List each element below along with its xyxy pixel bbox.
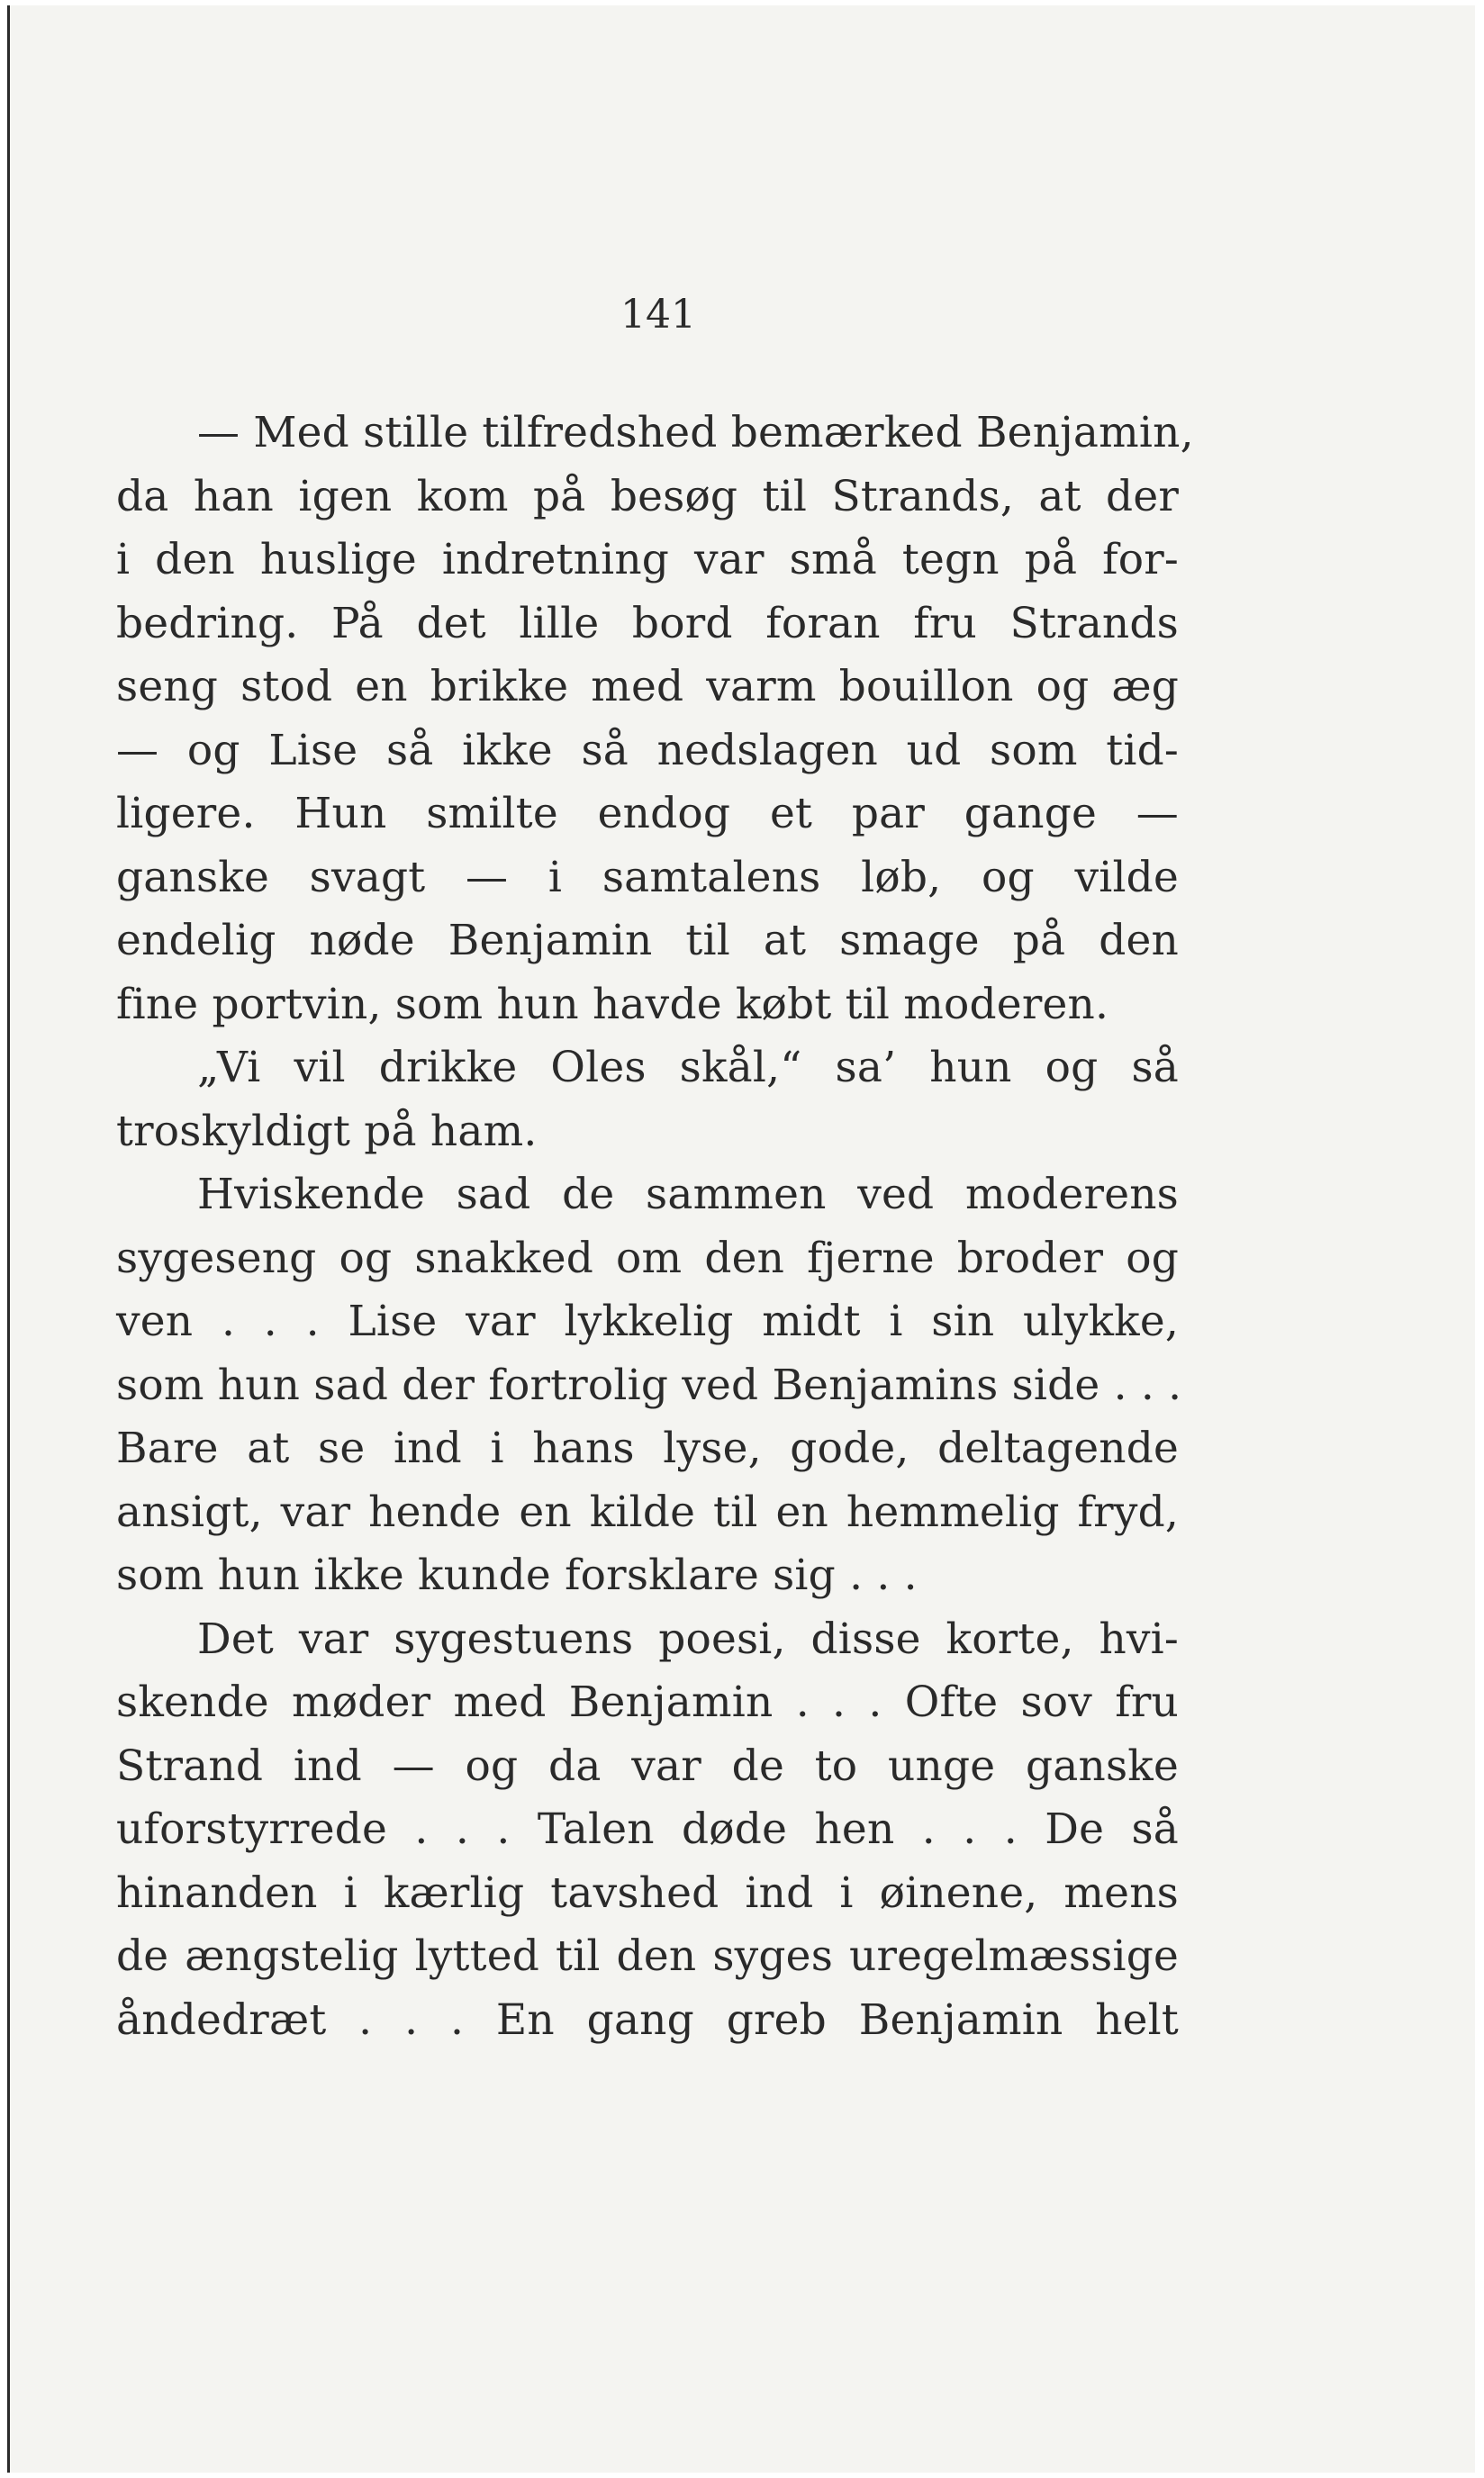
text-line: hinanden i kærlig tavshed ind i øinene, mens [116,1868,1179,1918]
text-line: uforstyrrede . . . Talen døde hen . . . De så [116,1804,1179,1854]
book-page [7,5,1475,2473]
page-number: 141 [620,292,696,338]
text-line: som hun sad der fortrolig ved Benjamins side . . . [116,1360,1182,1410]
text-line: ligere. Hun smilte endog et par gange — [116,789,1179,838]
text-line: Strand ind — og da var de to unge ganske [116,1741,1179,1791]
text-line: åndedræt . . . En gang greb Benjamin helt [116,1994,1179,2045]
text-line: ven . . . Lise var lykkelig midt i sin ulykke, [116,1297,1179,1346]
text-line: Det var sygestuens poesi, disse korte, hvi- [197,1614,1179,1664]
text-line: da han igen kom på besøg til Strands, at der [116,471,1179,521]
text-line: ganske svagt — i samtalens løb, og vilde [116,852,1179,902]
text-line: de ængstelig lytted til den syges uregelmæssige [116,1931,1179,1981]
text-line: Hviskende sad de sammen ved moderens [197,1170,1179,1219]
text-line: som hun ikke kunde forsklare sig . . . [116,1551,918,1600]
text-line: seng stod en brikke med varm bouillon og æg [116,662,1179,711]
text-line: — Med stille tilfredshed bemærked Benjamin, [197,408,1194,457]
body-text [116,402,1194,2052]
text-line: bedring. På det lille bord foran fru Strands [116,598,1179,648]
text-line: i den huslige indretning var små tegn på for- [116,535,1179,584]
text-line: endelig nøde Benjamin til at smage på den [116,916,1179,965]
text-line: Bare at se ind i hans lyse, gode, deltagende [116,1424,1179,1473]
text-line: — og Lise så ikke så nedslagen ud som tid- [116,725,1179,775]
text-line: ansigt, var hende en kilde til en hemmelig fryd, [116,1487,1179,1537]
text-line: skende møder med Benjamin . . . Ofte sov fru [116,1678,1179,1727]
text-line: sygeseng og snakked om den fjerne broder og [116,1233,1179,1283]
text-line: troskyldigt på ham. [116,1106,538,1156]
text-line: fine portvin, som hun havde købt til moderen. [116,979,1109,1029]
text-line: „Vi vil drikke Oles skål,“ sa’ hun og så [197,1043,1179,1092]
